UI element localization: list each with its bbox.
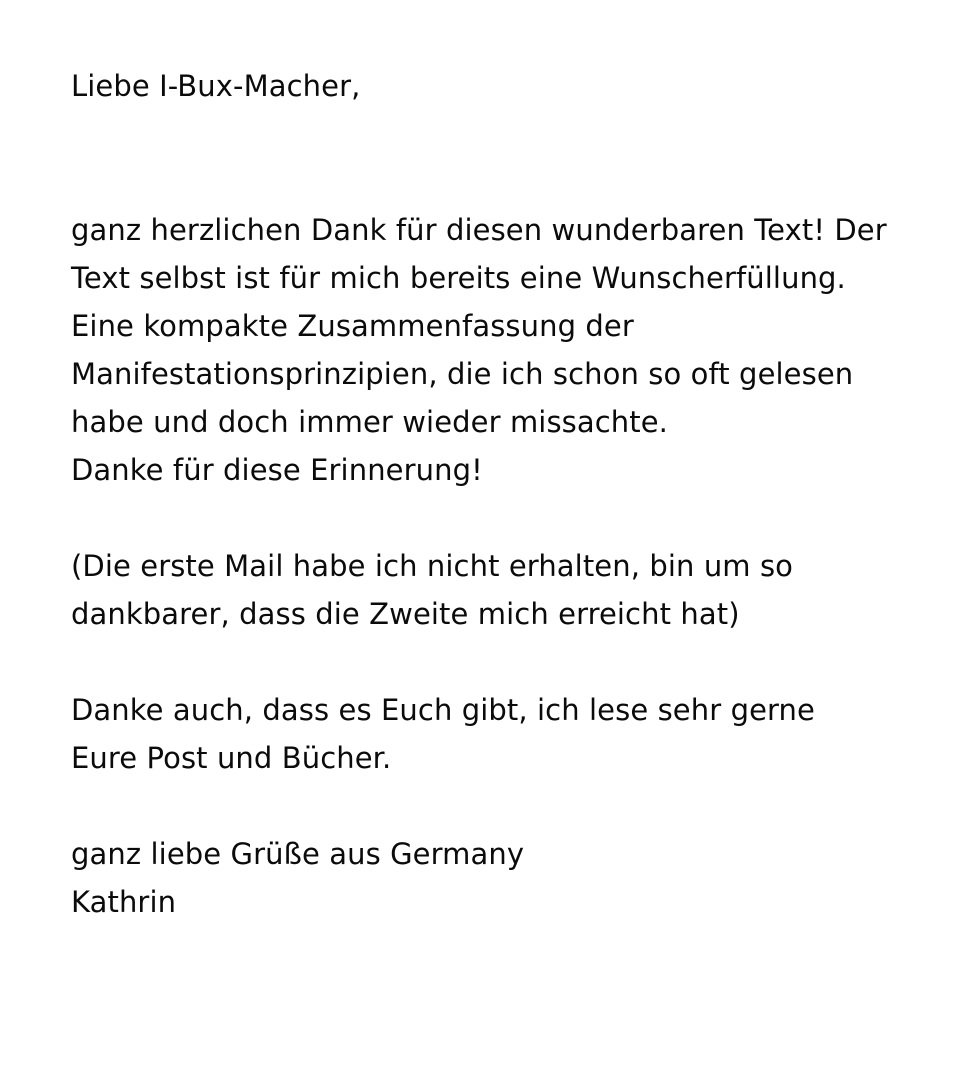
letter-paragraph-reminder: Danke für diese Erinnerung! [71, 453, 483, 487]
spacer-after-salutation [71, 110, 890, 206]
letter-paragraph-appreciation: Danke auch, dass es Euch gibt, ich lese sehr gerne Eure Post und Bücher. [71, 693, 825, 775]
spacer-1 [71, 494, 890, 542]
letter-salutation: Liebe I-Bux-Macher, [71, 69, 361, 103]
letter-closing: ganz liebe Grüße aus Germany [71, 837, 525, 871]
letter-signature: Kathrin [71, 885, 177, 919]
letter-body [71, 62, 897, 926]
spacer-2 [71, 638, 890, 686]
spacer-3 [71, 782, 890, 830]
letter-paragraph-first-mail: (Die erste Mail habe ich nicht erhalten, bin um so dankbarer, dass die Zweite mich erreicht hat) [71, 549, 803, 631]
letter-paragraph-thanks: ganz herzlichen Dank für diesen wunderbaren Text! Der Text selbst ist für mich bereits eine Wunscherfüllung. Eine kompakte Zusammenfassung der Manifestationsprinzipien, die ich schon so oft gelesen habe und doch immer wieder missachte. [71, 213, 897, 439]
